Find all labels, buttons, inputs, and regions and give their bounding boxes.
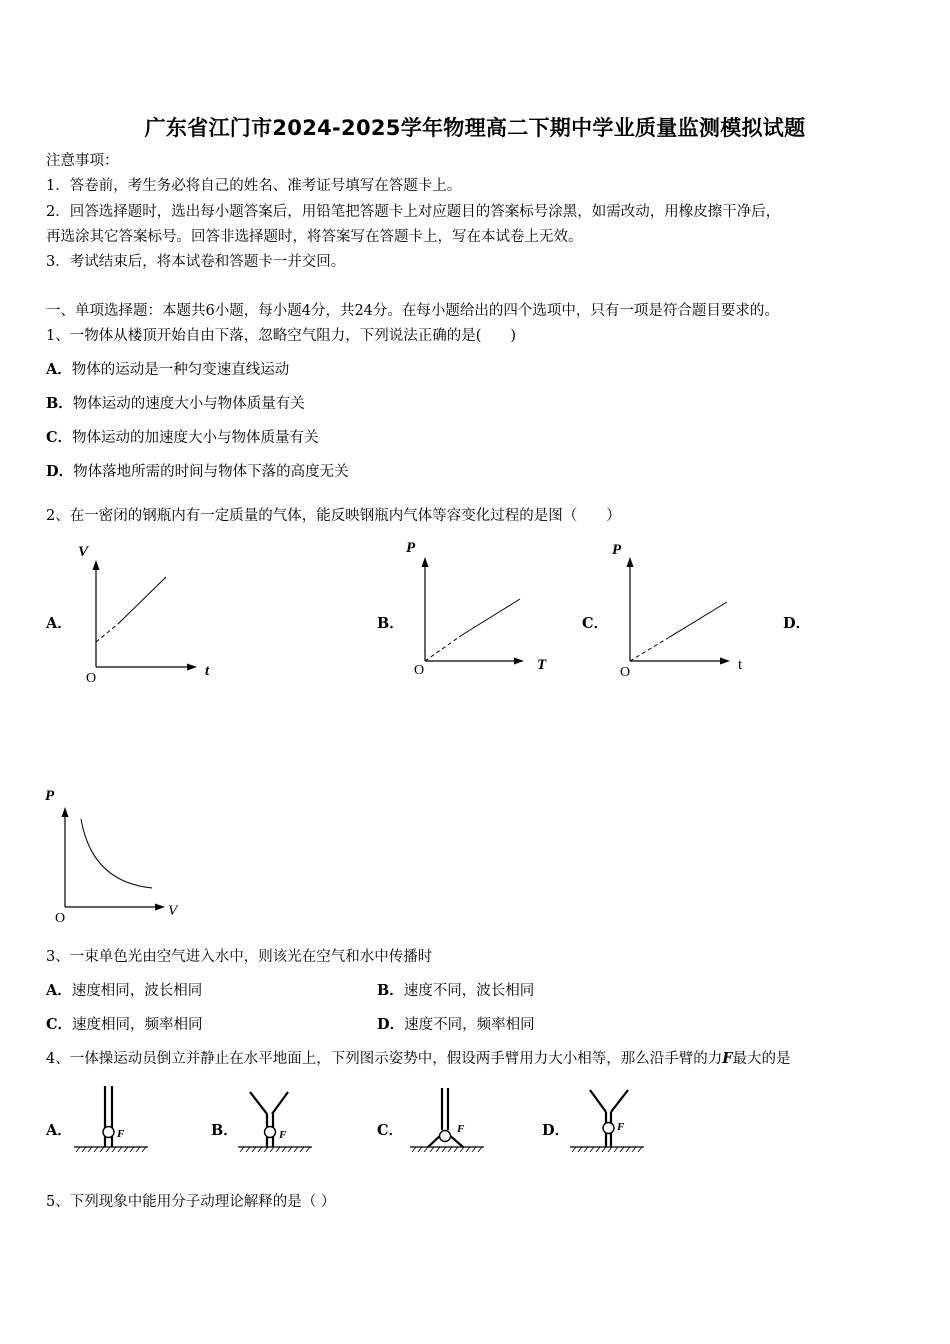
graph-p-v — [40, 782, 200, 927]
q3-option-d — [377, 1016, 535, 1034]
q3-option-c — [46, 1016, 203, 1034]
head-icon — [603, 1123, 614, 1134]
origin-label: O — [86, 671, 97, 683]
head-icon — [103, 1127, 114, 1138]
force-symbol: F — [722, 1050, 733, 1067]
graph-line — [118, 577, 166, 624]
x-arrow-icon — [720, 658, 730, 665]
q5-stem: 5、下列现象中能用分子动理论解释的是（ ） — [46, 1194, 336, 1210]
posture-c-figure — [408, 1082, 488, 1152]
option-text: 物体运动的加速度大小与物体质量有关 — [72, 430, 319, 446]
x-label: t — [205, 663, 210, 679]
option-text: 物体落地所需的时间与物体下落的高度无关 — [73, 464, 349, 480]
y-arrow-icon — [62, 807, 69, 817]
option-text: 速度不同，波长相同 — [403, 983, 535, 999]
notice-item-2a: 2．回答选择题时，选出每小题答案后，用铅笔把答题卡上对应题目的答案标号涂黑，如需改动，用橡皮擦干净后， — [46, 204, 781, 220]
option-text: 物体运动的速度大小与物体质量有关 — [72, 396, 305, 412]
y-arrow-icon — [422, 557, 429, 567]
dashed-extension — [630, 638, 668, 661]
y-label: P — [406, 540, 416, 556]
y-arrow-icon — [627, 557, 634, 567]
ground-hatch — [240, 1147, 310, 1152]
dashed-extension — [425, 635, 462, 661]
force-label: F — [457, 1123, 465, 1135]
q4-stem-text-end: 最大的是 — [732, 1051, 791, 1067]
option-letter: D． — [377, 1016, 405, 1033]
option-letter: A． — [46, 361, 72, 378]
q1-option-d — [46, 463, 349, 481]
graph-line — [668, 602, 727, 638]
x-label: V — [168, 903, 178, 919]
y-label: P — [45, 788, 55, 804]
origin-label: O — [620, 665, 631, 680]
notice-item-2b: 再选涂其它答案标号。回答非选择题时，将答案写在答题卡上，写在本试卷上无效。 — [46, 229, 583, 245]
y-label: V — [78, 544, 89, 560]
x-arrow-icon — [187, 664, 197, 671]
q2-stem: 2、在一密闭的钢瓶内有一定质量的气体，能反映钢瓶内气体等容变化过程的是图（ ） — [46, 508, 621, 524]
notice-heading: 注意事项： — [46, 153, 119, 169]
graph-p-T — [400, 532, 560, 680]
force-label: F — [117, 1128, 125, 1140]
option-text: 物体的运动是一种匀变速直线运动 — [71, 362, 290, 378]
q3-option-b — [377, 982, 534, 1000]
y-label: P — [612, 542, 622, 558]
y-arrow-icon — [93, 560, 100, 570]
graph-line — [462, 599, 520, 635]
q1-option-b — [46, 395, 305, 413]
option-letter: A． — [46, 982, 72, 999]
q3-option-a — [46, 982, 202, 1000]
force-label: F — [617, 1121, 625, 1133]
notice-item-3: 3．考试结束后，将本试卷和答题卡一并交回。 — [46, 254, 346, 270]
q4-letter-d: D． — [542, 1122, 570, 1139]
option-letter: C． — [46, 1016, 73, 1033]
ground-hatch — [412, 1147, 482, 1152]
q4-letter-c: C． — [377, 1122, 404, 1139]
graph-v-t — [70, 538, 230, 683]
q1-option-a — [46, 361, 289, 379]
option-text: 速度不同，频率相同 — [404, 1017, 535, 1033]
right-leg — [272, 1092, 288, 1114]
force-label: F — [279, 1129, 287, 1141]
q4-stem-text: 4、一体操运动员倒立并静止在水平地面上，下列图示姿势中，假设两手臂用力大小相等，那么沿手臂的力 — [46, 1051, 723, 1067]
left-leg — [590, 1090, 606, 1112]
x-arrow-icon — [155, 904, 165, 911]
dashed-extension — [96, 624, 118, 642]
left-leg — [250, 1092, 267, 1114]
head-icon — [440, 1131, 451, 1142]
x-label: T — [537, 657, 547, 673]
q2-letter-a: A． — [46, 615, 72, 632]
q3-stem: 3、一束单色光由空气进入水中，则该光在空气和水中传播时 — [46, 949, 433, 965]
option-text: 速度相同，波长相同 — [71, 983, 203, 999]
right-leg — [611, 1090, 628, 1112]
q4-letter-b: B． — [211, 1122, 238, 1139]
option-letter: B． — [377, 982, 404, 999]
posture-a-figure — [72, 1082, 152, 1152]
page-title: 广东省江门市2024-2025学年物理高二下期中学业质量监测模拟试题 — [144, 116, 806, 140]
q2-letter-c: C． — [582, 615, 609, 632]
option-letter: B． — [46, 395, 73, 412]
posture-d-figure — [568, 1082, 648, 1152]
option-letter: D． — [46, 463, 74, 480]
q2-letter-b: B． — [377, 615, 404, 632]
section-heading: 一、单项选择题：本题共6小题，每小题4分，共24分。在每小题给出的四个选项中，只有一项是符合题目要求的。 — [46, 303, 779, 319]
origin-label: O — [55, 911, 66, 926]
notice-item-1: 1．答卷前，考生务必将自己的姓名、准考证号填写在答题卡上。 — [46, 178, 462, 194]
x-arrow-icon — [514, 658, 524, 665]
hyperbola-curve — [81, 819, 152, 888]
posture-b-figure — [236, 1082, 316, 1152]
q1-stem: 1、一物体从楼顶开始自由下落，忽略空气阻力，下列说法正确的是( ) — [46, 328, 517, 344]
q4-letter-a: A． — [46, 1122, 72, 1139]
q1-option-c — [46, 429, 319, 447]
head-icon — [265, 1127, 276, 1138]
q2-letter-d: D． — [783, 615, 811, 632]
graph-p-t — [606, 532, 766, 680]
x-label: t — [738, 657, 743, 673]
ground-hatch — [76, 1147, 146, 1152]
origin-label: O — [414, 663, 425, 678]
option-letter: C． — [46, 429, 73, 446]
q4-stem — [46, 1050, 791, 1068]
ground-hatch — [572, 1147, 642, 1152]
option-text: 速度相同，频率相同 — [72, 1017, 203, 1033]
